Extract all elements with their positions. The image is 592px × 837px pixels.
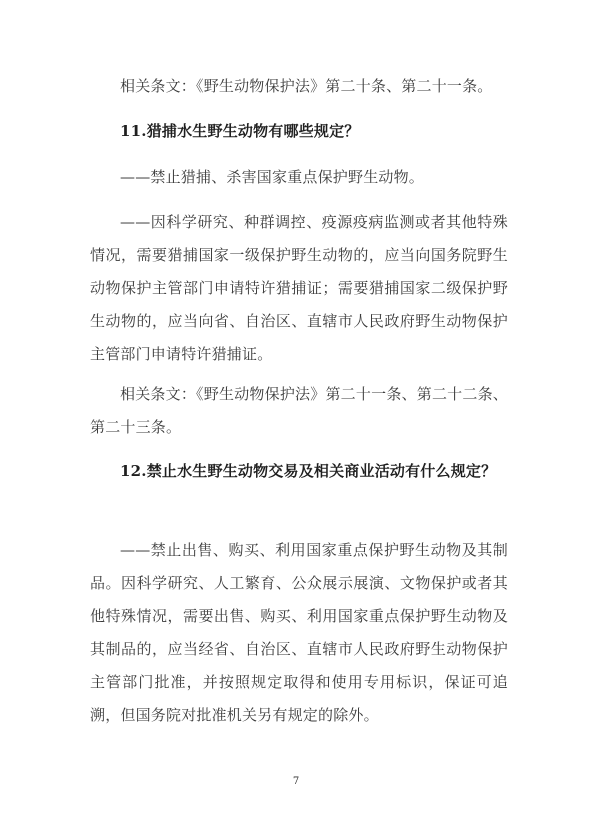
section-heading-12: 12.禁止水生野生动物交易及相关商业活动有什么规定？ <box>120 462 497 480</box>
related-articles-paragraph-1: 相关条文：《野生动物保护法》第二十条、第二十一条。 <box>120 77 493 95</box>
related-articles-paragraph-2: 相关条文：《野生动物保护法》第二十一条、第二十二条、第二十三条。 <box>90 385 508 436</box>
section-heading-11: 11.猎捕水生野生动物有哪些规定？ <box>120 122 360 140</box>
paragraph-trade-prohibition: ——禁止出售、购买、利用国家重点保护野生动物及其制品。因科学研究、人工繁育、公众展示展演、文物保护或者其他特殊情况，需要出售、购买、利用国家重点保护野生动物及其制品的，应当经省、自治区、直辖市人民政府野生动物保护主管部门批准，并按照规定取得和使用专用标识，保证可追溯，但国务院对批准机关另有规定的除外。 <box>90 541 508 724</box>
paragraph-hunting-prohibition: ——禁止猎捕、杀害国家重点保护野生动物。 <box>120 168 425 186</box>
page-number: 7 <box>292 776 300 787</box>
paragraph-special-hunting-permit: ——因科学研究、种群调控、疫源疫病监测或者其他特殊情况，需要猎捕国家一级保护野生动物的，应当向国务院野生动物保护主管部门申请特许猎捕证；需要猎捕国家二级保护野生动物的，应当向省、自治区、直辖市人民政府野生动物保护主管部门申请特许猎捕证。 <box>90 213 508 363</box>
